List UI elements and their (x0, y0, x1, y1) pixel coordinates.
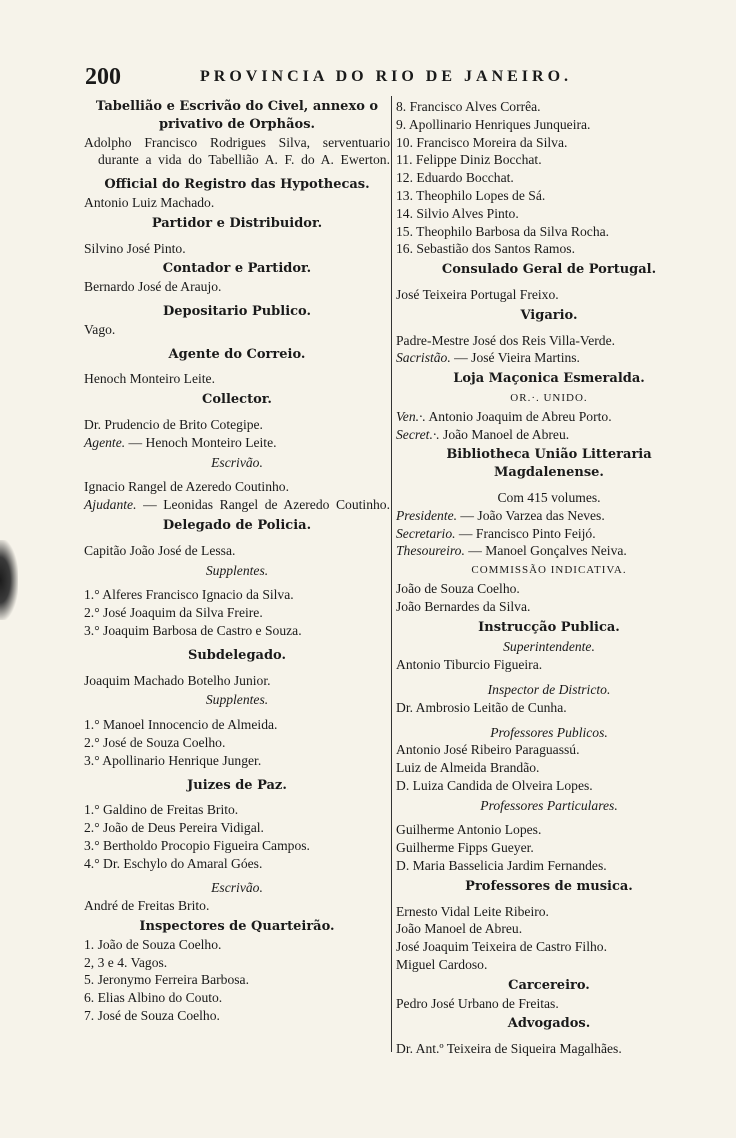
section-heading: Juizes de Paz. (187, 777, 287, 793)
entry-text: André de Freitas Brito. (84, 898, 210, 914)
role-label: Ven.·. (396, 408, 426, 424)
list-item: 1.° Galdino de Freitas Brito. (84, 802, 239, 818)
list-item: Guilherme Fipps Gueyer. (396, 840, 534, 856)
entry-text: Antonio Luiz Machado. (84, 194, 215, 210)
role-label: Secretario. (396, 525, 456, 541)
entry-text (84, 496, 390, 514)
sub-heading: OR.·. UNIDO. (510, 391, 588, 404)
role-name: Antonio Joaquim de Abreu Porto. (425, 408, 612, 424)
entry-text: Vago. (84, 321, 116, 337)
section-heading: Subdelegado. (187, 647, 287, 663)
list-item: 7. José de Souza Coelho. (84, 1008, 220, 1024)
role-name: — José Vieira Martins. (450, 350, 580, 366)
entry-text: Silvino José Pinto. (84, 240, 186, 256)
column-divider (391, 96, 392, 1052)
section-heading: Contador e Partidor. (162, 261, 312, 277)
list-item: 8. Francisco Alves Corrêa. (396, 99, 541, 114)
list-item: 5. Jeronymo Ferreira Barbosa. (84, 972, 249, 988)
entry-text: Joaquim Machado Botelho Junior. (84, 672, 271, 688)
list-item: João de Souza Coelho. (396, 580, 520, 596)
role-label: Sacristão. (396, 350, 451, 366)
list-item: 2, 3 e 4. Vagos. (84, 954, 168, 970)
entry-text: Bernardo José de Araujo. (84, 279, 222, 295)
section-heading: Bibliotheca União Litteraria Magdalenense. (446, 447, 652, 481)
entry-text (396, 408, 702, 426)
entry-text: José Teixeira Portugal Freixo. (396, 286, 559, 302)
list-item: 1. João de Souza Coelho. (84, 936, 222, 952)
page-header (85, 64, 605, 92)
section-heading: Depositario Publico. (162, 303, 312, 319)
section-heading: Delegado de Policia. (162, 517, 312, 533)
section-heading: Carcereiro. (508, 977, 590, 993)
section-heading: Consulado Geral de Portugal. (441, 262, 657, 278)
right-column (396, 98, 702, 1058)
list-item: Luiz de Almeida Brandão. (396, 760, 540, 776)
list-item: Miguel Cardoso. (396, 957, 488, 973)
list-item: 1.° Manoel Innocencio de Almeida. (84, 717, 278, 733)
entry-text (396, 542, 702, 560)
entry-text (396, 507, 702, 525)
list-item: 3.° Joaquim Barbosa de Castro e Souza. (84, 622, 302, 638)
list-item: 1.° Alferes Francisco Ignacio da Silva. (84, 587, 294, 603)
entry-text: Dr. Ambrosio Leitão de Cunha. (396, 699, 567, 715)
entry-text: Com 415 volumes. (497, 489, 601, 505)
entry-text: Henoch Monteiro Leite. (84, 371, 215, 387)
section-heading: Partidor e Distribuidor. (151, 215, 323, 231)
list-item: 3.° Apollinario Henrique Junger. (84, 752, 262, 768)
sub-heading: Supplentes. (205, 562, 269, 578)
section-heading: Agente do Correio. (168, 346, 306, 362)
list-item: 4.° Dr. Eschylo do Amaral Góes. (84, 855, 263, 871)
entry-text (396, 525, 702, 543)
sub-heading: Escrivão. (211, 454, 263, 470)
list-item: 2.° José de Souza Coelho. (84, 734, 226, 750)
sub-heading: Professores Particulares. (480, 797, 618, 813)
particulares-list (396, 821, 702, 874)
sub-heading: Superintendente. (503, 639, 595, 655)
list-item: 9. Apollinario Henriques Junqueira. (396, 116, 591, 132)
list-item: 6. Elias Albino do Couto. (84, 990, 223, 1006)
list-item: 2.° José Joaquim da Silva Freire. (84, 605, 263, 621)
musica-list (396, 903, 702, 974)
role-name: João Manoel de Abreu. (439, 426, 570, 442)
entry-text: Dr. Ant.º Teixeira de Siqueira Magalhães. (396, 1041, 622, 1057)
section-heading: Professores de musica. (465, 878, 633, 894)
list-item: 14. Silvio Alves Pinto. (396, 205, 519, 221)
role-name: — João Varzea das Neves. (457, 507, 605, 523)
section-heading: Advogados. (507, 1016, 591, 1032)
list-item: 3.° Bertholdo Procopio Figueira Campos. (84, 837, 310, 853)
supplentes-list (84, 716, 390, 769)
entry-text: Padre-Mestre José dos Reis Villa-Verde. (396, 332, 616, 348)
page-number: 200 (85, 64, 121, 90)
role-name: — Leonidas Rangel de Azeredo Coutinho. (143, 497, 390, 513)
list-item: Guilherme Antonio Lopes. (396, 822, 542, 838)
entry-text: Capitão João José de Lessa. (84, 542, 236, 558)
section-heading: Loja Maçonica Esmeralda. (453, 371, 645, 387)
sub-heading: COMMISSÃO INDICATIVA. (471, 564, 627, 577)
entry-text (84, 434, 390, 452)
list-item: 15. Theophilo Barbosa da Silva Rocha. (396, 223, 610, 239)
juizes-list (84, 801, 390, 872)
entry-text (396, 349, 702, 367)
role-label: Agente. (84, 434, 126, 450)
list-item: Ernesto Vidal Leite Ribeiro. (396, 903, 549, 919)
left-column (84, 98, 390, 1025)
list-item: 10. Francisco Moreira da Silva. (396, 134, 568, 150)
list-item: D. Maria Basselicia Jardim Fernandes. (396, 858, 607, 874)
list-item: José Joaquim Teixeira de Castro Filho. (396, 939, 607, 955)
inspectores-list-continued (396, 98, 702, 258)
section-heading: Vigario. (520, 307, 578, 323)
list-item: João Manoel de Abreu. (396, 921, 523, 937)
entry-text: Antonio Tiburcio Figueira. (396, 657, 543, 673)
role-name: — Francisco Pinto Feijó. (455, 525, 596, 541)
sub-heading: Escrivão. (211, 880, 263, 896)
list-item: 13. Theophilo Lopes de Sá. (396, 187, 546, 203)
running-title: PROVINCIA DO RIO DE JANEIRO. (200, 68, 573, 85)
binding-shadow (0, 540, 18, 620)
role-label: Ajudante. (84, 497, 137, 513)
section-heading: Official do Registro das Hypothecas. (104, 177, 370, 193)
entry-text: Pedro José Urbano de Freitas. (396, 995, 559, 1011)
list-item: 2.° João de Deus Pereira Vidigal. (84, 820, 264, 836)
list-item: 11. Felippe Diniz Bocchat. (396, 152, 542, 168)
section-heading: Instrucção Publica. (478, 619, 620, 635)
entry-text: Dr. Prudencio de Brito Cotegipe. (84, 416, 263, 432)
section-heading: Tabellião e Escrivão do Civel, annexo o privativo de Orphãos. (95, 99, 379, 132)
list-item: 12. Eduardo Bocchat. (396, 170, 514, 186)
list-item: D. Luiza Candida de Olveira Lopes. (396, 777, 593, 793)
role-label: Thesoureiro. (396, 543, 465, 559)
supplentes-list (84, 586, 390, 639)
entry-text: Adolpho Francisco Rodrigues Silva, serventuario durante a vida do Tabellião A. F. do A. Ewerton. (84, 134, 390, 168)
sub-heading: Inspector de Districto. (487, 681, 611, 697)
sub-heading: Supplentes. (205, 692, 269, 708)
list-item: João Bernardes da Silva. (396, 598, 531, 614)
role-name: — Henoch Monteiro Leite. (125, 434, 277, 450)
section-heading: Collector. (202, 392, 272, 408)
list-item: 16. Sebastião dos Santos Ramos. (396, 241, 575, 257)
inspectores-list (84, 936, 390, 1025)
role-label: Presidente. (396, 507, 458, 523)
list-item: Antonio José Ribeiro Paraguassú. (396, 742, 580, 758)
sub-heading: Professores Publicos. (490, 724, 608, 740)
section-heading: Inspectores de Quarteirão. (139, 919, 335, 935)
entry-text: Ignacio Rangel de Azeredo Coutinho. (84, 479, 289, 495)
role-label: Secret.·. (396, 426, 440, 442)
entry-text (396, 426, 702, 444)
role-name: — Manoel Gonçalves Neiva. (464, 543, 627, 559)
